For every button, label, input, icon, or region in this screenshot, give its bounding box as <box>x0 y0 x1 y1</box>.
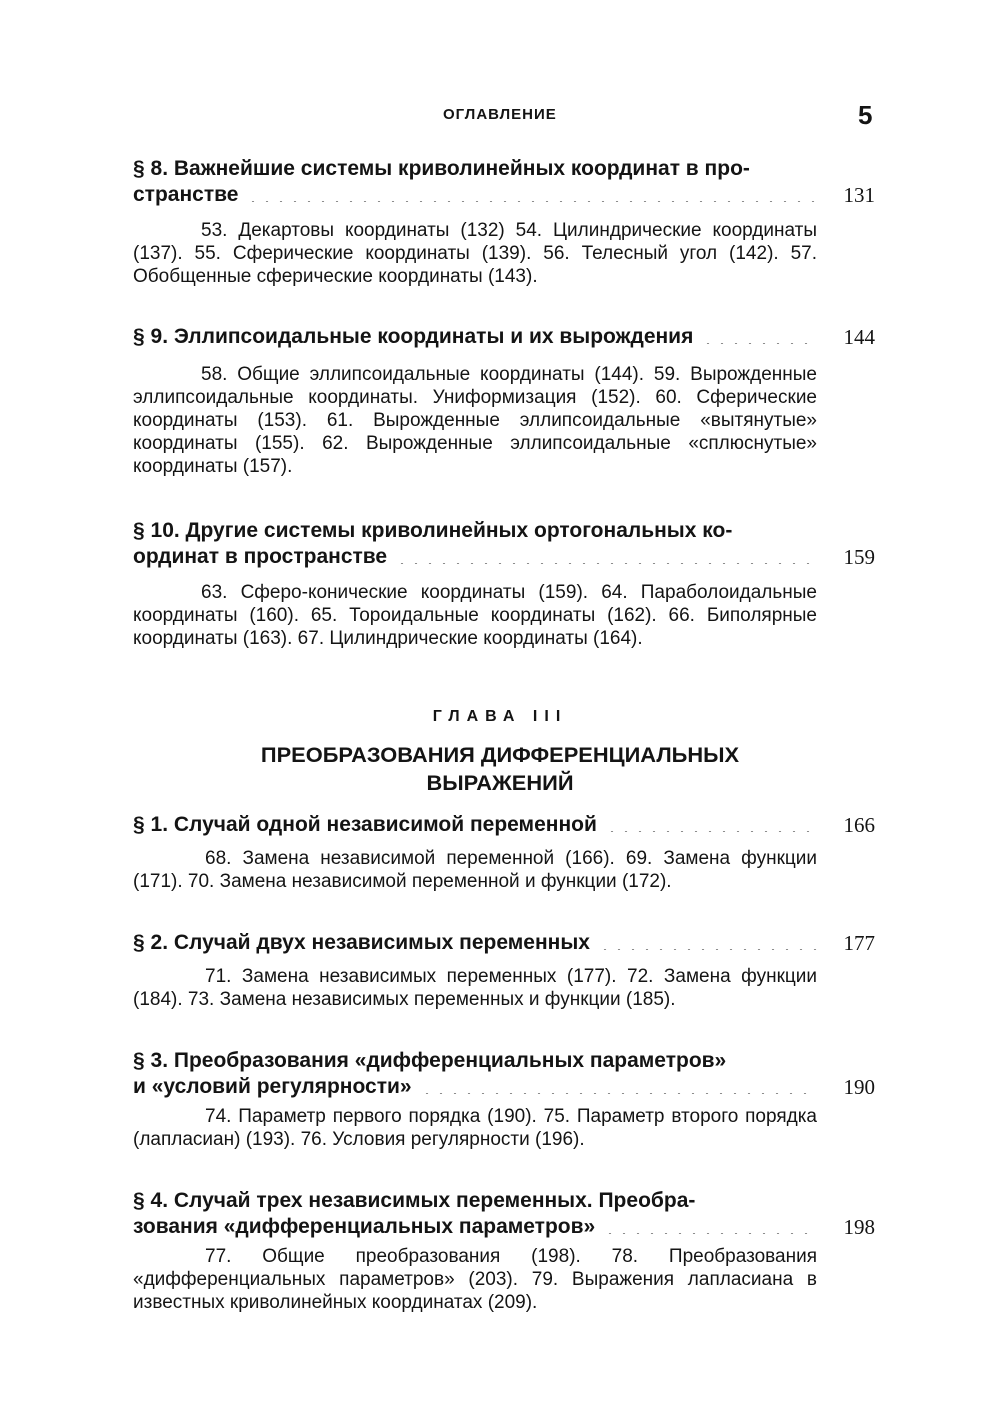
section-title <box>133 930 875 956</box>
chapter-title <box>0 742 1000 798</box>
section-title <box>133 324 875 350</box>
toc-section-1 <box>133 812 875 893</box>
section-title-line-2: и «условий регулярности» <box>133 1075 412 1098</box>
section-items: 68. Замена независимой переменной (166). 69. Замена функции (171). 70. Замена независимой переменной и функции (172). <box>133 848 817 892</box>
running-title: ОГЛАВЛЕНИЕ <box>443 106 557 123</box>
section-title-line-2: зования «дифференциальных параметров» <box>133 1215 596 1238</box>
section-title-line-1: § 3. Преобразования «дифференциальных параметров» <box>133 1049 727 1072</box>
toc-section-8 <box>133 156 875 288</box>
leader-dots <box>701 324 817 344</box>
section-items: 53. Декартовы координаты (132) 54. Цилиндрические координаты (137). 55. Сферические координаты (139). 56. Телесный угол (142). 57. Обобщенные сферические координаты (143). <box>133 220 817 287</box>
chapter-title-line-2: ВЫРАЖЕНИЙ <box>426 772 574 795</box>
section-page-number: 144 <box>843 325 875 349</box>
section-page-number: 198 <box>843 1215 875 1239</box>
leader-dots <box>395 544 817 564</box>
section-title-line-1: § 10. Другие системы криволинейных ортогональных ко- <box>133 519 733 542</box>
section-items: 63. Сферо-конические координаты (159). 64. Параболоидальные координаты (160). 65. Тороидальные координаты (162). 66. Биполярные координаты (163). 67. Цилиндрические координаты (164). <box>133 582 817 649</box>
running-head <box>0 100 1000 138</box>
leader-dots <box>420 1074 817 1094</box>
section-title-line-1: § 8. Важнейшие системы криволинейных координат в про- <box>133 157 750 180</box>
section-items: 58. Общие эллипсоидальные координаты (144). 59. Вырожденные эллипсоидальные координаты. Униформизация (152). 60. Сферические координаты (153). 61. Вырожденные эллипсоидальные «вытянутые» координаты (155). 62. Вырожденные эллипсоидальные «сплюснутые» координаты (157). <box>133 364 817 477</box>
section-items: 71. Замена независимых переменных (177). 72. Замена функции (184). 73. Замена независимых переменных и функции (185). <box>133 966 817 1010</box>
section-title-line-2: ординат в пространстве <box>133 545 388 568</box>
toc-section-4 <box>133 1188 875 1314</box>
section-page-number: 131 <box>843 183 875 207</box>
leader-dots <box>605 812 817 832</box>
section-items: 74. Параметр первого порядка (190). 75. Параметр второго порядка (лапласиан) (193). 76. Условия регулярности (196). <box>133 1106 817 1150</box>
section-title-line-2: странстве <box>133 183 239 206</box>
leader-dots <box>598 930 817 950</box>
toc-section-3 <box>133 1048 875 1151</box>
toc-section-10 <box>133 518 875 650</box>
chapter-title-line-1: ПРЕОБРАЗОВАНИЯ ДИФФЕРЕНЦИАЛЬНЫХ <box>260 744 740 767</box>
section-title <box>133 1188 875 1240</box>
section-title-line-1: § 4. Случай трех независимых переменных. Преобра- <box>133 1189 696 1212</box>
toc-section-9 <box>133 324 875 478</box>
section-title <box>133 812 875 838</box>
section-page-number: 159 <box>843 545 875 569</box>
section-title-line-1: § 1. Случай одной независимой переменной <box>133 813 597 836</box>
toc-section-2 <box>133 930 875 1011</box>
section-items: 77. Общие преобразования (198). 78. Преобразования «дифференциальных параметров» (203). 79. Выражения лапласиана в известных криволинейных координатах (209). <box>133 1246 817 1313</box>
leader-dots <box>246 182 817 202</box>
section-page-number: 166 <box>843 813 875 837</box>
section-title-line-1: § 2. Случай двух независимых переменных <box>133 931 590 954</box>
section-page-number: 177 <box>843 931 875 955</box>
section-page-number: 190 <box>843 1075 875 1099</box>
page-number: 5 <box>858 100 873 130</box>
section-title <box>133 156 875 208</box>
section-title <box>133 518 875 570</box>
section-title <box>133 1048 875 1100</box>
leader-dots <box>603 1214 817 1234</box>
chapter-label: ГЛАВА III <box>432 708 568 725</box>
section-title-line-1: § 9. Эллипсоидальные координаты и их вырождения <box>133 325 694 348</box>
